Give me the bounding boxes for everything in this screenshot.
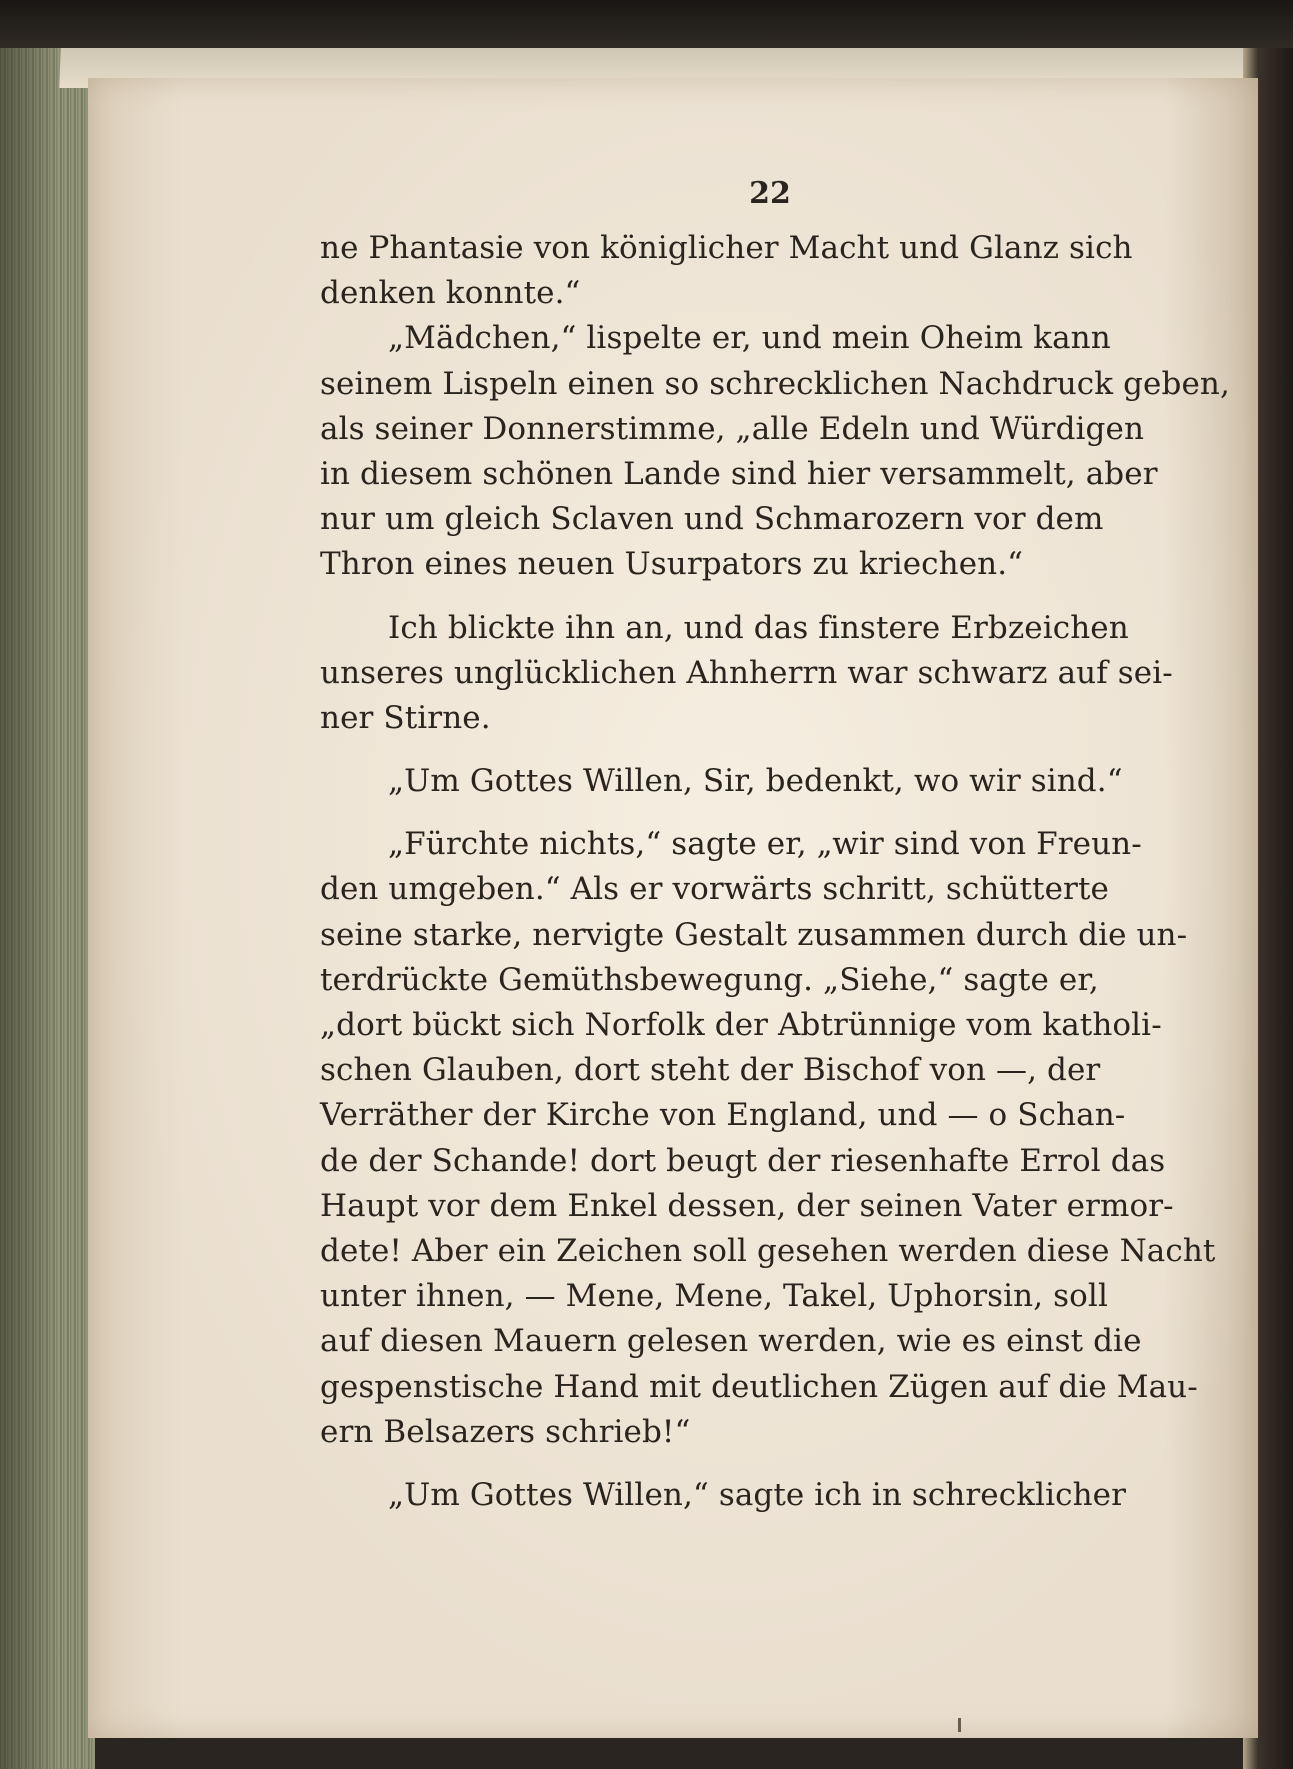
- book-page: [88, 78, 1258, 1738]
- text-line: Thron eines neuen Usurpators zu kriechen.“: [320, 546, 1024, 583]
- text-line: „Um Gottes Willen,“ sagte ich in schrecklicher: [388, 1476, 1127, 1513]
- text-line: Haupt vor dem Enkel dessen, der seinen Vater ermor-: [320, 1187, 1174, 1224]
- text-line: unter ihnen, — Mene, Mene, Takel, Uphorsin, soll: [320, 1278, 1108, 1315]
- text-line: als seiner Donnerstimme, „alle Edeln und Würdigen: [320, 410, 1145, 447]
- text-line: Verräther der Kirche von England, und — o Schan-: [320, 1097, 1126, 1134]
- text-line: nur um gleich Sclaven und Schmarozern vor dem: [320, 501, 1104, 538]
- cover-background: [0, 0, 1293, 48]
- text-line: seine starke, nervigte Gestalt zusammen durch die un-: [320, 916, 1188, 953]
- text-line: ner Stirne.: [320, 699, 491, 736]
- text-line: in diesem schönen Lande sind hier versammelt, aber: [320, 455, 1158, 492]
- text-line: „dort bückt sich Norfolk der Abtrünnige vom katholi-: [320, 1007, 1162, 1043]
- text-line: dete! Aber ein Zeichen soll gesehen werden diese Nacht: [320, 1232, 1216, 1269]
- body-text: [320, 226, 1230, 1518]
- text-line: auf diesen Mauern gelesen werden, wie es einst die: [320, 1323, 1142, 1360]
- text-line: unseres unglücklichen Ahnherrn war schwarz auf sei-: [320, 654, 1173, 691]
- text-line: schen Glauben, dort steht der Bischof von —, der: [320, 1052, 1101, 1089]
- ink-mark: [958, 1718, 961, 1732]
- text-line: ne Phantasie von königlicher Macht und Glanz sich: [320, 230, 1133, 266]
- text-line: Ich blickte ihn an, und das finstere Erbzeichen: [388, 609, 1129, 646]
- text-line: terdrückte Gemüthsbewegung. „Siehe,“ sagte er,: [320, 961, 1099, 998]
- text-line: „Mädchen,“ lispelte er, und mein Oheim kann: [388, 320, 1111, 357]
- page-edges-left: [0, 48, 95, 1769]
- page-number: 22: [749, 176, 791, 211]
- text-line: ern Belsazers schrieb!“: [320, 1413, 691, 1450]
- text-line: den umgeben.“ Als er vorwärts schritt, schütterte: [320, 871, 1109, 908]
- text-line: de der Schande! dort beugt der riesenhafte Errol das: [320, 1142, 1166, 1179]
- text-line: denken konnte.“: [320, 275, 581, 312]
- text-line: „Fürchte nichts,“ sagte er, „wir sind von Freun-: [388, 826, 1142, 863]
- text-line: seinem Lispeln einen so schrecklichen Nachdruck geben,: [320, 365, 1230, 402]
- text-line: „Um Gottes Willen, Sir, bedenkt, wo wir sind.“: [388, 763, 1123, 800]
- text-line: gespenstische Hand mit deutlichen Zügen auf die Mau-: [320, 1368, 1198, 1405]
